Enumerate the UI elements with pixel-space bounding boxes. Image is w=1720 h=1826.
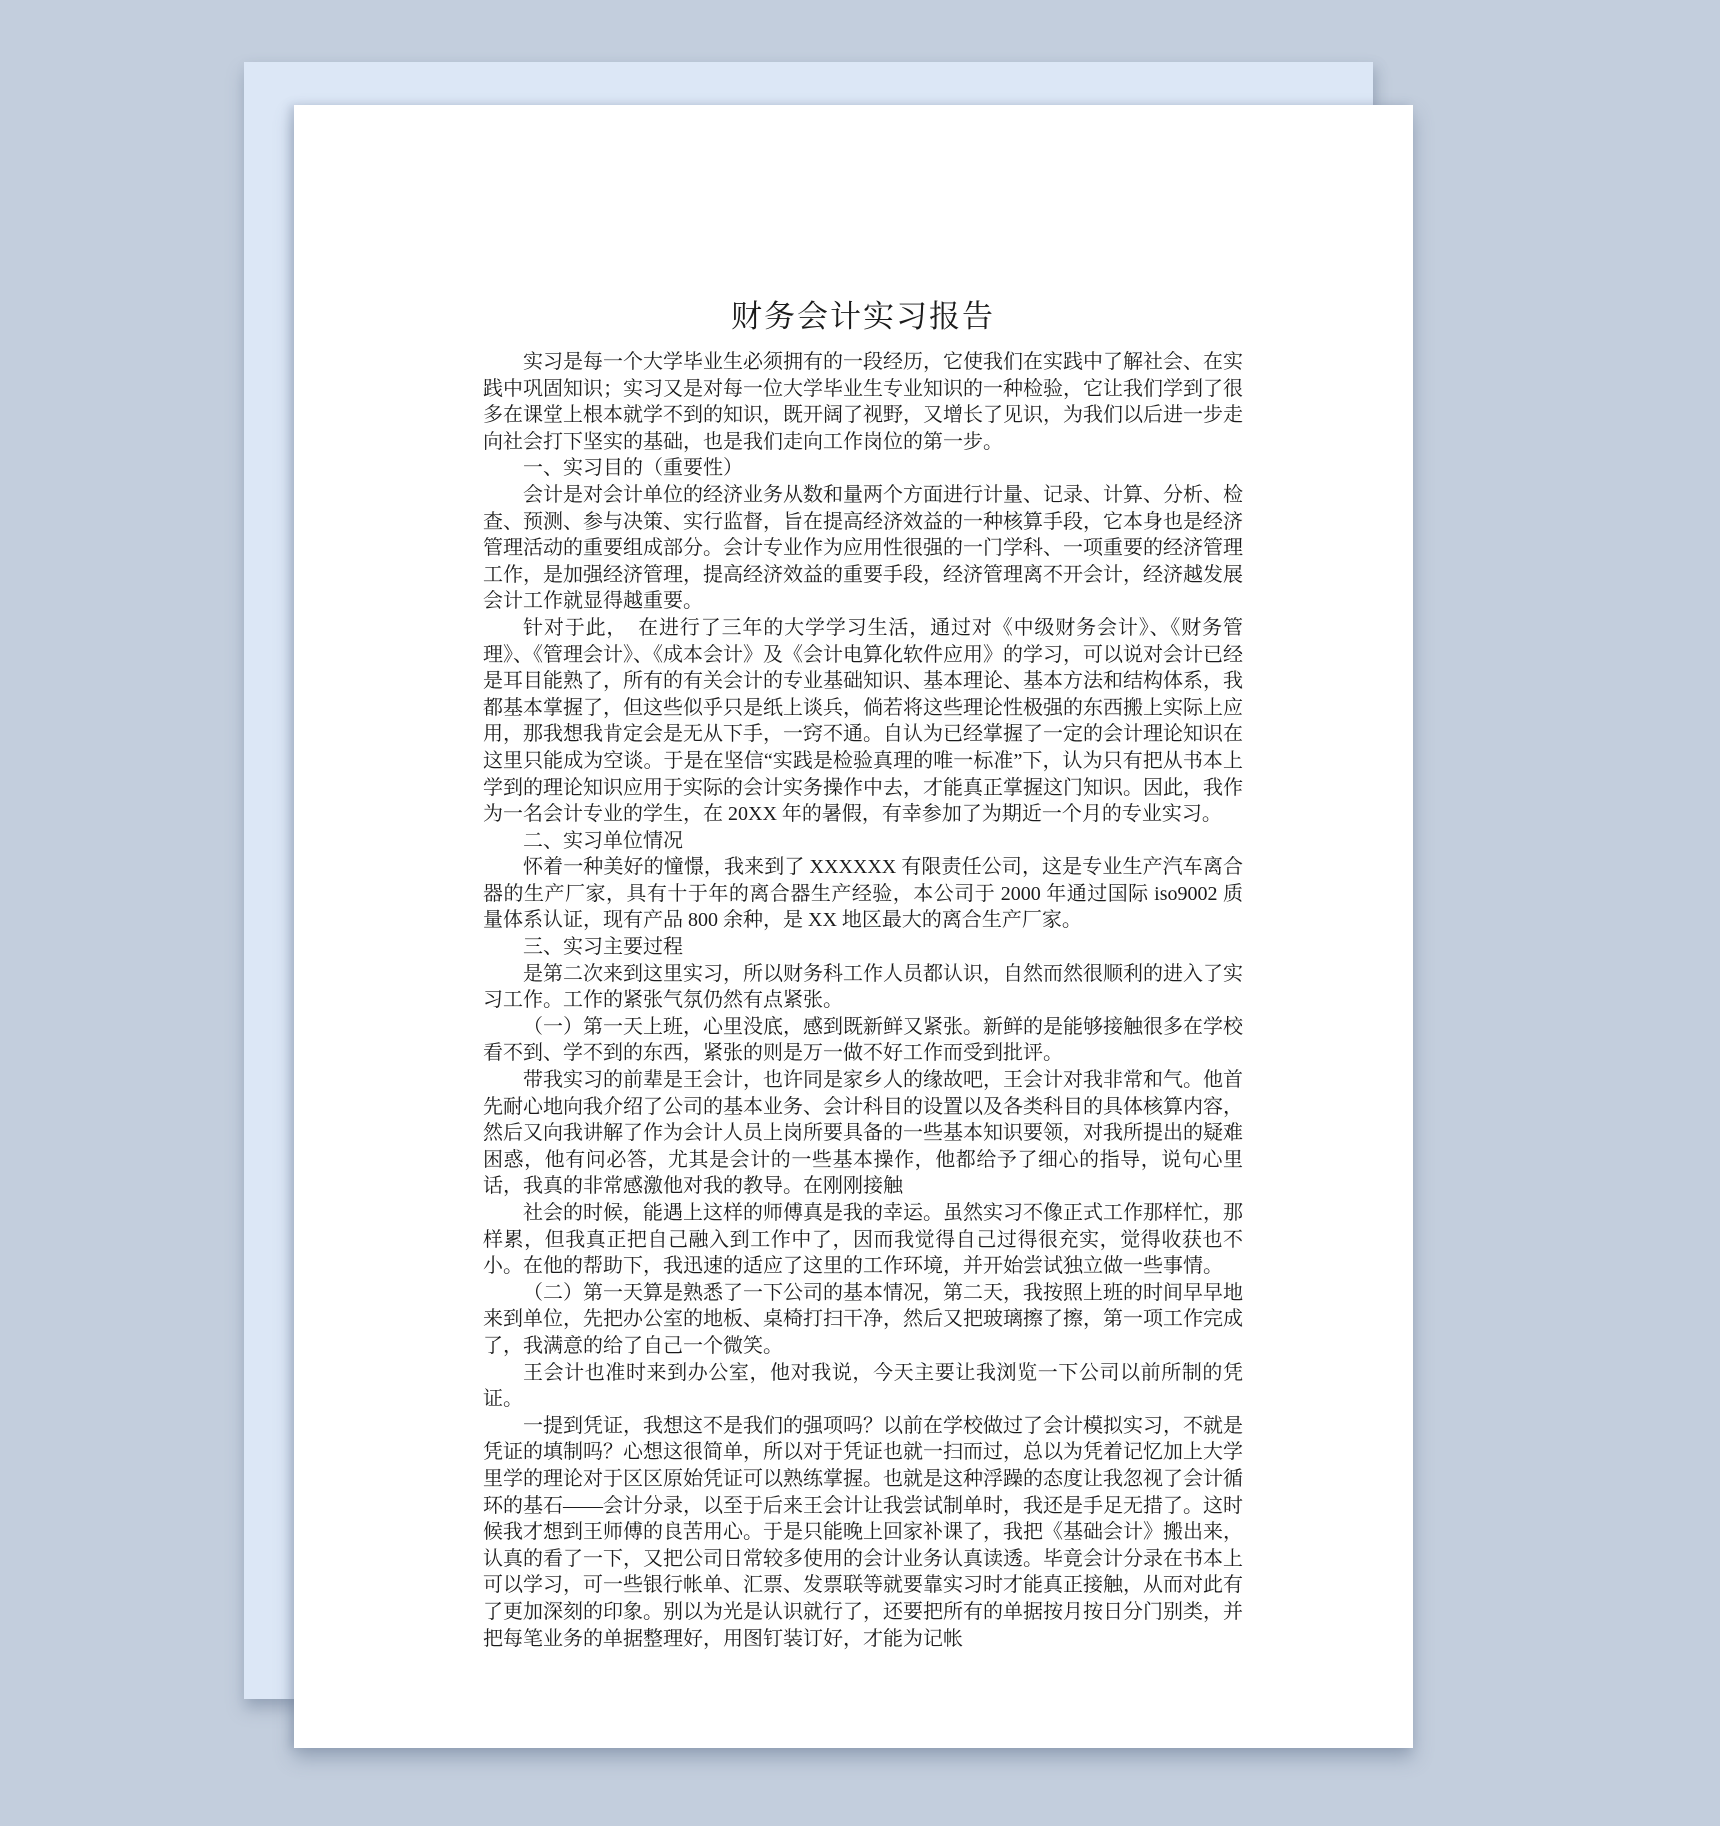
- paragraph: 一提到凭证，我想这不是我们的强项吗？以前在学校做过了会计模拟实习，不就是凭证的填制吗？心想这很简单，所以对于凭证也就一扫而过，总以为凭着记忆加上大学里学的理论对于区区原始凭证可以熟练掌握。也就是这种浮躁的态度让我忽视了会计循环的基石——会计分录，以至于后来王会计让我尝试制单时，我还是手足无措了。这时候我才想到王师傅的良苦用心。于是只能晚上回家补课了，我把《基础会计》搬出来，认真的看了一下，又把公司日常较多使用的会计业务认真读透。毕竟会计分录在书本上可以学习，可一些银行帐单、汇票、发票联等就要靠实习时才能真正接触，从而对此有了更加深刻的印象。别以为光是认识就行了，还要把所有的单据按月按日分门别类，并把每笔业务的单据整理好，用图钉装订好，才能为记帐: [483, 1414, 1243, 1650]
- paragraph: 怀着一种美好的憧憬，我来到了 XXXXXX 有限责任公司，这是专业生产汽车离合器的生产厂家，具有十于年的离合器生产经验，本公司于 2000 年通过国际 iso9002 质量体系认证，现有产品 800 余种，是 XX 地区最大的离合生产厂家。: [483, 856, 1243, 932]
- paragraph: 会计是对会计单位的经济业务从数和量两个方面进行计量、记录、计算、分析、检查、预测、参与决策、实行监督，旨在提高经济效益的一种核算手段，它本身也是经济管理活动的重要组成部分。会计专业作为应用性很强的一门学科、一项重要的经济管理工作，是加强经济管理，提高经济效益的重要手段，经济管理离不开会计，经济越发展会计工作就显得越重要。: [483, 483, 1243, 613]
- section-heading: 二、实习单位情况: [523, 829, 683, 852]
- paragraph: 带我实习的前辈是王会计，也许同是家乡人的缘故吧，王会计对我非常和气。他首先耐心地向我介绍了公司的基本业务、会计科目的设置以及各类科目的具体核算内容，然后又向我讲解了作为会计人员上岗所要具备的一些基本知识要领，对我所提出的疑难困惑，他有问必答，尤其是会计的一些基本操作，他都给予了细心的指导，说句心里话，我真的非常感激他对我的教导。在刚刚接触: [483, 1069, 1243, 1198]
- document-body: [483, 349, 1243, 1652]
- paragraph: 针对于此， 在进行了三年的大学学习生活，通过对《中级财务会计》、《财务管理》、《管理会计》、《成本会计》及《会计电算化软件应用》的学习，可以说对会计已经是耳目能熟了，所有的有关会计的专业基础知识、基本理论、基本方法和结构体系，我都基本掌握了，但这些似乎只是纸上谈兵，倘若将这些理论性极强的东西搬上实际上应用，那我想我肯定会是无从下手，一窍不通。自认为已经掌握了一定的会计理论知识在这里只能成为空谈。于是在坚信“实践是检验真理的唯一标准”下，认为只有把从书本上学到的理论知识应用于实际的会计实务操作中去，才能真正掌握这门知识。因此，我作为一名会计专业的学生，在 20XX 年的暑假，有幸参加了为期近一个月的专业实习。: [483, 616, 1243, 826]
- paragraph: 是第二次来到这里实习，所以财务科工作人员都认识，自然而然很顺利的进入了实习工作。工作的紧张气氛仍然有点紧张。: [483, 962, 1243, 1012]
- paragraph: （一）第一天上班，心里没底，感到既新鲜又紧张。新鲜的是能够接触很多在学校看不到、学不到的东西，紧张的则是万一做不好工作而受到批评。: [483, 1015, 1243, 1065]
- paragraph: 社会的时候，能遇上这样的师傅真是我的幸运。虽然实习不像正式工作那样忙，那样累，但我真正把自己融入到工作中了，因而我觉得自己过得很充实，觉得收获也不小。在他的帮助下，我迅速的适应了这里的工作环境，并开始尝试独立做一些事情。: [483, 1202, 1243, 1278]
- paragraph: （二）第一天算是熟悉了一下公司的基本情况，第二天，我按照上班的时间早早地来到单位，先把办公室的地板、桌椅打扫干净，然后又把玻璃擦了擦，第一项工作完成了，我满意的给了自己一个微笑。: [483, 1281, 1243, 1357]
- section-heading: 一、实习目的（重要性）: [523, 457, 743, 480]
- paragraph: 王会计也准时来到办公室，他对我说，今天主要让我浏览一下公司以前所制的凭证。: [483, 1361, 1243, 1411]
- paragraph: 实习是每一个大学毕业生必须拥有的一段经历，它使我们在实践中了解社会、在实践中巩固知识；实习又是对每一位大学毕业生专业知识的一种检验，它让我们学到了很多在课堂上根本就学不到的知识，既开阔了视野，又增长了见识，为我们以后进一步走向社会打下坚实的基础，也是我们走向工作岗位的第一步。: [483, 351, 1243, 453]
- document-page: [294, 105, 1413, 1748]
- section-heading: 三、实习主要过程: [523, 936, 683, 959]
- document-title: 财务会计实习报告: [731, 299, 995, 334]
